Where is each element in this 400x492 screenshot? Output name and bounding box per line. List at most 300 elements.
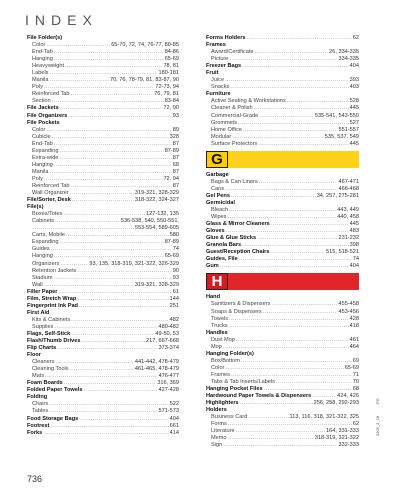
entry-label: Wipes	[211, 214, 227, 221]
leader-dots	[242, 63, 349, 70]
leader-dots	[79, 303, 169, 310]
leader-dots	[271, 301, 337, 308]
leader-dots	[231, 372, 352, 379]
entry-label: Cubicle	[32, 133, 51, 140]
entry-label: Organizers	[32, 260, 60, 267]
leader-dots	[229, 56, 337, 63]
index-entry	[27, 35, 179, 42]
leader-dots	[60, 261, 88, 268]
leader-dots	[255, 49, 329, 56]
leader-dots	[59, 239, 163, 246]
index-entry	[206, 393, 359, 400]
index-entry	[206, 235, 359, 242]
leader-dots	[54, 49, 164, 56]
entry-pages: 483	[349, 228, 359, 235]
entry-pages: 443, 449	[337, 206, 359, 213]
leader-dots	[77, 296, 168, 303]
page-title: INDEX	[25, 12, 98, 28]
entry-pages: 476-477	[158, 373, 179, 380]
index-subentry	[206, 134, 359, 141]
entry-label: Stadium	[32, 274, 53, 281]
entry-pages: 393	[349, 77, 359, 84]
index-subentry	[27, 169, 179, 176]
leader-dots	[45, 373, 157, 380]
entry-pages: 453-456	[338, 308, 359, 315]
index-subentry	[27, 225, 179, 232]
index-entry	[27, 310, 179, 317]
leader-dots	[54, 253, 164, 260]
entry-pages: 373-374	[158, 345, 179, 352]
entry-label: Folded Paper Towels	[27, 387, 83, 394]
leader-dots	[64, 380, 156, 387]
leader-dots	[49, 70, 157, 77]
index-subentry	[27, 176, 179, 183]
leader-dots	[229, 316, 349, 323]
entry-label: Gel Pens	[206, 192, 230, 199]
index-subentry	[27, 91, 179, 98]
entry-pages: 84-86	[164, 49, 179, 56]
entry-pages: 87-89	[164, 147, 179, 154]
leader-dots	[220, 263, 349, 270]
leader-dots	[54, 324, 157, 331]
leader-dots	[259, 113, 314, 120]
entry-label: End-Tab	[32, 140, 53, 147]
entry-label: File Folder(s)	[27, 35, 63, 41]
leader-dots	[49, 408, 157, 415]
entry-pages: 404	[349, 63, 359, 70]
entry-label: Furniture	[206, 91, 231, 98]
index-entry	[27, 345, 179, 352]
entry-label: Food Storage Bags	[27, 415, 79, 422]
leader-dots	[44, 176, 163, 183]
index-entry	[27, 352, 179, 359]
entry-label: Carts, Mobile	[32, 232, 65, 239]
entry-label: Memo	[211, 435, 227, 442]
entry-pages: 93	[172, 274, 179, 281]
entry-label: Commercial-Grade	[211, 112, 259, 119]
entry-label: Color	[32, 126, 46, 133]
section-band-h	[228, 273, 359, 290]
entry-label: Grommets	[211, 119, 238, 126]
entry-pages: 404	[349, 263, 359, 270]
entry-pages: 424, 426	[337, 393, 359, 400]
entry-label: End-Tab	[32, 49, 53, 56]
leader-dots	[248, 414, 288, 421]
entry-label: Hanging Pocket Files	[206, 386, 263, 393]
leader-dots	[46, 42, 110, 49]
entry-pages: 445	[349, 105, 359, 112]
index-entry	[206, 193, 359, 200]
index-entry	[206, 263, 359, 270]
entry-pages: 72, 90	[163, 105, 179, 112]
index-subentry	[27, 148, 179, 155]
entry-label: Garbage	[206, 171, 229, 178]
leader-dots	[225, 77, 349, 84]
leader-dots	[54, 275, 172, 282]
leader-dots	[68, 113, 171, 120]
entry-label: Cleaning Tools	[32, 366, 69, 373]
index-subentry	[27, 56, 179, 63]
index-subentry	[27, 63, 179, 70]
entry-pages: 445	[349, 140, 359, 147]
entry-pages: 65-69	[164, 56, 179, 63]
entry-label: First Aid	[27, 309, 50, 316]
index-subentry	[27, 141, 179, 148]
entry-label: Reinforced Tab	[32, 182, 70, 189]
leader-dots	[236, 337, 349, 344]
index-subentry	[206, 344, 359, 351]
index-subentry	[27, 155, 179, 162]
leader-dots	[258, 141, 348, 148]
entry-label: Granola Bars	[206, 242, 242, 249]
entry-pages: 69	[352, 357, 359, 364]
index-subentry	[206, 127, 359, 134]
index-subentry	[27, 84, 179, 91]
entry-pages: 328	[169, 133, 179, 140]
entry-pages: 466-468	[338, 185, 359, 192]
leader-dots	[43, 430, 168, 437]
leader-dots	[49, 401, 168, 408]
leader-dots	[70, 190, 134, 197]
index-subentry	[206, 301, 359, 308]
index-entry	[206, 91, 359, 98]
leader-dots	[276, 379, 352, 386]
leader-dots	[254, 105, 349, 112]
entry-pages: 319-321, 328-329	[134, 281, 179, 288]
index-entry	[27, 423, 179, 430]
entry-label: Cleaner & Polish	[211, 105, 253, 112]
index-subentry	[27, 359, 179, 366]
index-subentry	[206, 105, 359, 112]
entry-label: Snacks	[211, 84, 230, 91]
leader-dots	[49, 169, 171, 176]
entry-label: Poly	[32, 84, 43, 91]
entry-label: Manila	[32, 77, 49, 84]
index-subentry	[206, 379, 359, 386]
leader-dots	[229, 323, 349, 330]
entry-label: Hand	[206, 294, 220, 301]
index-subentry	[206, 414, 359, 421]
leader-dots	[49, 77, 108, 84]
leader-dots	[46, 127, 171, 134]
entry-label: Boxes/Totes	[32, 211, 63, 218]
index-subentry	[206, 428, 359, 435]
leader-dots	[84, 387, 158, 394]
entry-label: Reinforced Tab	[32, 91, 70, 98]
index-subentry	[27, 134, 179, 141]
index-entry	[206, 221, 359, 228]
entry-label: Hanging	[32, 56, 53, 63]
entry-pages: 61	[172, 288, 179, 295]
leader-dots	[246, 35, 351, 42]
entry-pages: 334-335	[338, 56, 359, 63]
entry-pages: 571-573	[158, 408, 179, 415]
entry-pages: 87-89	[164, 239, 179, 246]
entry-pages: 316, 369	[157, 380, 179, 387]
leader-dots	[264, 386, 352, 393]
entry-pages: 551-557	[338, 126, 359, 133]
leader-dots	[52, 98, 164, 105]
section-band-g	[228, 151, 359, 168]
entry-label: Highlighters	[206, 400, 239, 407]
entry-pages: 49-50, 53	[155, 330, 179, 337]
entry-pages: 461	[349, 336, 359, 343]
index-subentry	[206, 358, 359, 365]
entry-pages: 78, 81	[163, 63, 179, 70]
leader-dots	[50, 423, 168, 430]
entry-label: Hanging	[32, 253, 53, 260]
entry-label: Wall Organizer	[32, 190, 69, 197]
leader-dots	[52, 134, 169, 141]
entry-label: Film, Stretch Wrap	[27, 295, 77, 302]
index-group-f	[206, 35, 359, 148]
index-entry	[206, 200, 359, 207]
entry-pages: 318-322, 324-327	[134, 197, 179, 204]
entry-pages: 427-428	[158, 387, 179, 394]
entry-pages: 440, 458	[337, 214, 359, 221]
entry-pages: 26, 334-335	[329, 49, 359, 56]
index-subentry	[27, 162, 179, 169]
index-subentry	[27, 282, 179, 289]
index-subentry	[206, 179, 359, 186]
leader-dots	[225, 186, 337, 193]
entry-label: Chairs	[32, 401, 49, 408]
index-subentry	[27, 324, 179, 331]
entry-pages: 455-458	[338, 301, 359, 308]
entry-label: Holders	[206, 407, 227, 414]
index-subentry	[27, 408, 179, 415]
entry-label: File Jackets	[27, 105, 59, 112]
index-entry	[206, 386, 359, 393]
index-entry	[27, 105, 179, 112]
index-subentry	[206, 49, 359, 56]
index-subentry	[27, 218, 179, 225]
leader-dots	[54, 162, 172, 169]
leader-dots	[240, 400, 313, 407]
leader-dots	[231, 193, 316, 200]
index-entry	[27, 416, 179, 423]
entry-label: Retention Jackets	[32, 267, 77, 274]
leader-dots	[226, 228, 349, 235]
index-subentry	[206, 309, 359, 316]
index-subentry	[27, 70, 179, 77]
index-entry	[206, 351, 359, 358]
entry-pages: 65-69	[164, 253, 179, 260]
entry-pages: 93	[172, 112, 179, 119]
index-entry	[27, 430, 179, 437]
index-subentry	[27, 275, 179, 282]
entry-label: Poly	[32, 175, 43, 182]
entry-pages: 89	[172, 126, 179, 133]
leader-dots	[228, 435, 314, 442]
entry-pages: 464	[349, 343, 359, 350]
leader-dots	[33, 225, 134, 232]
entry-pages: 70, 76, 78-79, 81, 83-87, 90	[109, 77, 179, 84]
leader-dots	[55, 359, 133, 366]
index-column-left	[27, 35, 179, 437]
index-entry	[27, 387, 179, 394]
leader-dots	[228, 421, 352, 428]
index-entry	[206, 242, 359, 249]
entry-pages: 482	[169, 316, 179, 323]
entry-pages: 87	[172, 140, 179, 147]
leader-dots	[223, 344, 349, 351]
entry-label: Gloves	[206, 228, 225, 235]
entry-pages: 87	[172, 182, 179, 189]
entry-label: Mop	[211, 343, 222, 350]
entry-pages: 251	[169, 302, 179, 309]
index-entry	[27, 331, 179, 338]
index-subentry	[27, 77, 179, 84]
index-subentry	[206, 84, 359, 91]
entry-label: Folding	[27, 394, 48, 401]
entry-label: Glass & Mirror Cleaners	[206, 221, 270, 228]
entry-pages: 461-465, 478-479	[134, 366, 179, 373]
entry-pages: 256, 258, 292-293	[313, 400, 359, 407]
entry-pages: 71	[352, 371, 359, 378]
entry-label: Trucks	[211, 322, 228, 329]
entry-label: Section	[32, 98, 51, 105]
entry-label: Color	[211, 364, 225, 371]
index-subentry	[206, 372, 359, 379]
leader-dots	[65, 63, 162, 70]
index-group-g	[206, 172, 359, 271]
entry-label: Sanitizers & Dispensers	[211, 301, 271, 308]
leader-dots	[271, 221, 349, 228]
leader-dots	[230, 84, 348, 91]
leader-dots	[54, 56, 164, 63]
entry-pages: 217, 667-668	[146, 338, 179, 345]
index-subentry	[206, 214, 359, 221]
entry-label: Box/Bottom	[211, 357, 240, 364]
leader-dots	[257, 235, 337, 242]
index-subentry	[206, 98, 359, 105]
entry-pages: 68	[352, 386, 359, 393]
index-subentry	[206, 120, 359, 127]
entry-label: Towels	[211, 315, 229, 322]
entry-label: Flip Charts	[27, 345, 57, 352]
index-entry	[27, 394, 179, 401]
entry-pages: 332-333	[338, 442, 359, 449]
entry-pages: 535, 537, 549	[324, 133, 359, 140]
entry-label: Expanding	[32, 239, 59, 246]
entry-pages: 528	[349, 98, 359, 105]
leader-dots	[70, 366, 134, 373]
index-subentry	[27, 190, 179, 197]
entry-label: Forks	[27, 429, 43, 436]
leader-dots	[44, 84, 154, 91]
entry-pages: 522	[169, 401, 179, 408]
entry-pages: 93, 135, 318-319, 321-322, 326-329	[89, 260, 179, 267]
index-subentry	[206, 365, 359, 372]
entry-label: Picture	[211, 56, 229, 63]
index-entry	[206, 42, 359, 49]
entry-pages: 536-538, 540, 550-551,	[120, 218, 179, 225]
entry-label: Labels	[32, 70, 49, 77]
leader-dots	[71, 317, 168, 324]
entry-pages: 398	[349, 242, 359, 249]
leader-dots	[241, 358, 352, 365]
leader-dots	[60, 105, 163, 112]
entry-label: Cabinets	[32, 218, 55, 225]
index-subentry	[27, 253, 179, 260]
entry-pages: 34, 257, 275-281	[316, 192, 359, 199]
leader-dots	[58, 289, 171, 296]
leader-dots	[263, 309, 338, 316]
entry-pages: 90	[172, 267, 179, 274]
leader-dots	[54, 141, 172, 148]
index-entry	[206, 294, 359, 301]
entry-label: Supplies	[32, 323, 54, 330]
entry-label: File/Sorter, Desk	[27, 197, 71, 204]
entry-pages: 65-69	[344, 364, 359, 371]
leader-dots	[238, 120, 349, 127]
entry-label: Wall	[32, 281, 43, 288]
entry-pages: 418	[349, 322, 359, 329]
entry-pages: 318-319, 321-322	[314, 435, 359, 442]
index-column-right	[206, 35, 359, 449]
index-entry	[206, 70, 359, 77]
index-subentry	[206, 56, 359, 63]
entry-pages: 72, 94	[163, 175, 179, 182]
entry-pages: 661	[169, 422, 179, 429]
index-entry	[206, 249, 359, 256]
entry-label: Hardwound Paper Towels & Dispensers	[206, 393, 312, 400]
index-subentry	[27, 246, 179, 253]
leader-dots	[232, 134, 324, 141]
index-subentry	[27, 211, 179, 218]
side-note: PG	[375, 398, 380, 404]
entry-label: Guest/Reception Chairs	[206, 249, 270, 256]
index-entry	[27, 120, 179, 127]
entry-label: Sign	[211, 442, 223, 449]
entry-label: Forms Holders	[206, 35, 246, 41]
index-subentry	[27, 183, 179, 190]
entry-label: Frames	[206, 42, 226, 49]
entry-pages: 403	[349, 84, 359, 91]
index-subentry	[206, 337, 359, 344]
leader-dots	[287, 98, 349, 105]
entry-label: File Organizers	[27, 112, 68, 119]
index-entry	[27, 303, 179, 310]
entry-pages: 480-482	[158, 323, 179, 330]
entry-label: Foam Boards	[27, 380, 63, 387]
entry-pages: 74	[352, 256, 359, 263]
leader-dots	[243, 127, 337, 134]
index-subentry	[27, 127, 179, 134]
leader-dots	[236, 428, 325, 435]
entry-label: Hanging	[32, 161, 53, 168]
entry-label: Floor	[27, 352, 41, 359]
index-entry	[206, 228, 359, 235]
entry-label: Color	[32, 42, 46, 49]
index-subentry	[206, 113, 359, 120]
entry-pages: 467-471	[338, 178, 359, 185]
index-subentry	[27, 42, 179, 49]
entry-pages: 113, 116, 318, 321-322, 325	[289, 414, 359, 421]
entry-label: Manila	[32, 168, 49, 175]
index-entry	[206, 172, 359, 179]
entry-label: Cans	[211, 185, 225, 192]
leader-dots	[312, 393, 336, 400]
entry-label: Flags, Self-Stick	[27, 330, 71, 337]
entry-label: Bleach	[211, 206, 229, 213]
index-subentry	[27, 98, 179, 105]
entry-label: Expanding	[32, 147, 59, 154]
leader-dots	[72, 197, 134, 204]
entry-label: Hanging Folder(s)	[206, 350, 254, 357]
entry-label: Business Card	[211, 414, 248, 421]
